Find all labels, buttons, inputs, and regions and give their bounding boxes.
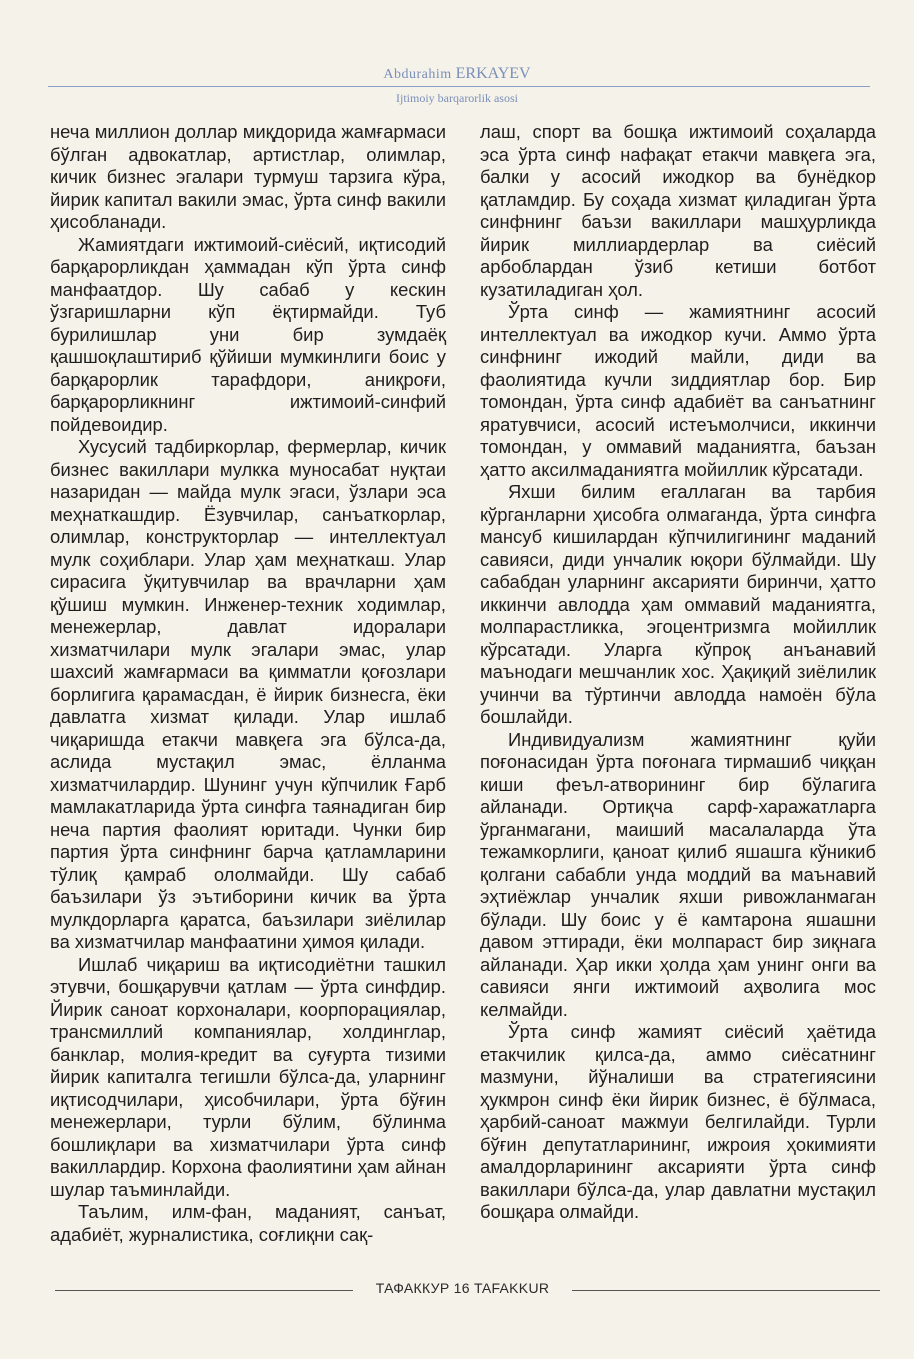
footer-rule-left — [55, 1290, 353, 1291]
right-column — [480, 121, 876, 1224]
paragraph: лаш, спорт ва бошқа ижтимоий соҳаларда эса ўрта синф нафақат етакчи мавқега эга, балки у асосий ижодкор ва бунёдкор қатламдир. Бу соҳада хизмат қиладиган ўрта синфнинг баъзи вакиллари машҳурликда йирик миллиардерлар ва сиёсий арбоблардан ўзиб кетиши ботбот кузатиладиган ҳол. — [480, 121, 876, 300]
paragraph: Ишлаб чиқариш ва иқтисодиётни ташкил этувчи, бошқарувчи қатлам — ўрта синфдир. Йирик саноат корхоналари, коорпорациялар, трансмиллий компаниялар, холдинглар, банклар, молия-кредит ва суғурта тизими йирик капиталга тегишли бўлса-да, уларнинг иқтисодчилари, ҳисобчилари, ўрта бўғин менежерлари, турли бўлим, бўлинма бошлиқлари ва хизматчилари ўрта синф вакиллардир. Корхона фаолиятини ҳам айнан шулар таъминлайди. — [50, 953, 446, 1200]
paragraph: Ўрта синф — жамиятнинг асосий интеллектуал ва ижодкор кучи. Аммо ўрта синфнинг ижодий майли, диди ва фаолиятида кучли зиддиятлар бор. Бир томондан, ўрта синф адабиёт ва санъатнинг яратувчиси, асосий истеъмолчиси, иккинчи томондан, у оммавий маданиятга, баъзан ҳатто аксилмаданиятга мойиллик кўрсатади. — [480, 301, 876, 480]
paragraph: неча миллион доллар миқдорида жамғармаси бўлган адвокатлар, артистлар, олимлар, кичик бизнес эгалари турмуш тарзига кўра, йирик капитал вакили эмас, ўрта синф вакили ҳисобланади. — [50, 121, 446, 232]
author-last-name: ERKAYEV — [455, 65, 531, 82]
header-rule — [48, 86, 870, 87]
footer-rule-right — [572, 1290, 880, 1291]
paragraph: Яхши билим егаллаган ва тарбия кўрганларни ҳисобга олмаганда, ўрта синфга мансуб кишилардан кўпчилигининг маданий савияси, диди унчалик юқори бўлмайди. Шу сабабдан уларнинг аксарияти биринчи, ҳатто иккинчи авлодда ҳам оммавий маданиятга, молпарастликка, эгоцентризмга мойиллик кўрсатади. Уларга кўпроқ анъанавий маънодаги мешчанлик хос. Ҳақиқий зиёлилик учинчи ва тўртинчи авлодда намоён бўла бошлайди. — [480, 481, 876, 727]
paragraph: Хусусий тадбиркорлар, фермерлар, кичик бизнес вакиллари мулкка муносабат нуқтаи назаридан — майда мулк эгаси, ўзлари эса меҳнаткашдир. Ёзувчилар, санъаткорлар, олимлар, конструкторлар — интеллектуал мулк соҳиблари. Улар ҳам меҳнаткаш. Улар сирасига ўқитувчилар ва врачларни ҳам қўшиш мумкин. Инженер-техник ходимлар, менежерлар, давлат идоралари хизматчилари мулк эгалари эмас, улар шахсий жамғармаси ва қимматли қоғозлари борлигига қарамасдан, ё йирик бизнесга, ёки давлатга хизмат қилади. Улар ишлаб чиқаришда етакчи мавқега эга бўлса-да, аслида мустақил эмас, ёлланма хизматчилардир. Шунинг учун кўпчилик Ғарб мамлакатларида ўрта синфга таянадиган бир неча партия фаолият юритади. Чунки бир партия ўрта синфнинг барча қатламларини тўлиқ қамраб ололмайди. Шу сабаб баъзилари ўз эътиборини кичик ва ўрта мулкдорларга қаратса, баъзилари зиёлилар ва хизматчилар манфаатини ҳимоя қилади. — [50, 436, 446, 952]
running-head — [0, 66, 914, 82]
paragraph: Ўрта синф жамият сиёсий ҳаётида етакчилик қилса-да, аммо сиёсатнинг мазмуни, йўналиши ва стратегиясини ҳукмрон синф ёки йирик бизнес, ё бўлмаса, ҳарбий-саноат мажмуи белгилайди. Турли бўғин депутатларининг, ижроия ҳокимияти амалдорларининг аксарияти ўрта синф вакиллари бўлса-да, улар давлатни мустақил бошқара олмайди. — [480, 1021, 876, 1222]
paragraph: Жамиятдаги ижтимоий-сиёсий, иқтисодий барқарорликдан ҳаммадан кўп ўрта синф манфаатдор. Шу сабаб у кескин ўзгаришларни кўп ёқтирмайди. Туб бурилишлар уни бир зумдаёқ қашшоқлаштириб қўйиши мумкинлиги боис у барқарорлик тарафдори, аниқроғи, барқарорликнинг ижтимоий-синфий пойдевоидир. — [50, 233, 446, 435]
footer-label: ТАФАККУР 16 TAFAKKUR — [375, 1280, 550, 1296]
series-title: Ijtimoiy barqarorlik asosi — [396, 91, 518, 105]
page-footer — [0, 1280, 914, 1300]
paragraph: Индивидуализм жамиятнинг қуйи поғонасидан ўрта поғонага тирмашиб чиққан киши феъл-атворининг бир бўлагига айланади. Ортиқча сарф-харажатларга ўрганмагани, маиший масалаларда ўта тежамкорлиги, қаноат қилиб яшашга кўникиб қолгани сабабли унда моддий ва маънавий эҳтиёжлар унчалик яхши ривожланмаган бўлади. Шу боис у ё камтарона яшашни давом эттиради, ёки молпараст бир зиқнага айланади. Ҳар икки ҳолда ҳам унинг онги ва савияси янги ижтимоий аҳволига мос келмайди. — [480, 728, 876, 1020]
paragraph: Таълим, илм-фан, маданият, санъат, адабиёт, журналистика, соғлиқни сақ- — [50, 1201, 446, 1245]
left-column — [50, 121, 446, 1246]
author-first-name: Abdurahim — [383, 67, 452, 82]
